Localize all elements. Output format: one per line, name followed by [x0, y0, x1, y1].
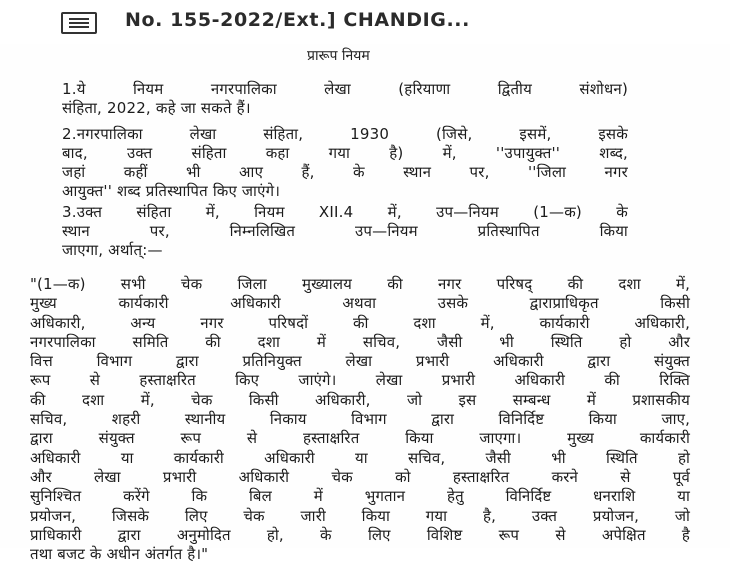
text-line: 2.नगरपालिका लेखा संहिता, 1930 (जिसे, इसमें, इसके: [62, 125, 628, 143]
text-line: तथा बजट के अधीन अंतर्गत है।": [30, 545, 209, 564]
document-page: [0, 44, 730, 564]
rule-paragraph-2: [62, 125, 628, 201]
document-heading: प्रारूप नियम: [307, 48, 370, 64]
text-line: अधिकारी या कार्यकारी अधिकारी या सचिव, जैसी भी स्थिति हो: [30, 448, 690, 467]
text-line: "(1—क) सभी चेक जिला मुख्यालय की नगर परिषद् की दशा में,: [30, 275, 690, 293]
text-line: नगरपालिका समिति की दशा में सचिव, जैसी भी स्थिति हो और: [30, 332, 690, 351]
text-line: संहिता, 2022, कहे जा सकते हैं।: [62, 99, 251, 117]
menu-line: [69, 26, 89, 28]
top-bar: [0, 0, 730, 44]
quoted-sub-rule: [30, 275, 690, 564]
text-line: की दशा में, चेक किसी अधिकारी, जो इस सम्बन्ध में प्रशासकीय: [30, 390, 690, 409]
text-line: 1.ये नियम नगरपालिका लेखा (हरियाणा द्वितीय संशोधन): [62, 80, 628, 98]
menu-line: [69, 22, 89, 24]
menu-line: [69, 18, 89, 20]
text-line: 3.उक्त संहिता में, नियम XII.4 में, उप—नियम (1—क) के: [62, 203, 628, 221]
rule-paragraph-3: [62, 203, 628, 260]
text-line: सचिव, शहरी स्थानीय निकाय विभाग द्वारा विनिर्दिष्ट किया जाए,: [30, 410, 690, 429]
text-line: प्रयोजन, जिसके लिए चेक जारी किया गया है, उक्त प्रयोजन, जो: [30, 506, 690, 525]
text-line: प्राधिकारी द्वारा अनुमोदित हो, के लिए विशिष्ट रूप से अपेक्षित है: [30, 525, 690, 544]
text-line: बाद, उक्त संहिता कहा गया है) में, ''उपायुक्त'' शब्द,: [62, 144, 628, 162]
text-line: स्थान पर, निम्नलिखित उप—नियम प्रतिस्थापित किया: [62, 222, 628, 240]
text-line: मुख्य कार्यकारी अधिकारी अथवा उसके द्वाराप्राधिकृत किसी: [30, 294, 690, 313]
text-line: अधिकारी, अन्य नगर परिषदों की दशा में, कार्यकारी अधिकारी,: [30, 313, 690, 332]
document-title: No. 155-2022/Ext.] CHANDIG...: [125, 9, 470, 31]
text-line: रूप से हस्ताक्षरित किए जाएंगे। लेखा प्रभारी अधिकारी की रिक्ति: [30, 371, 690, 390]
text-line: वित्त विभाग द्वारा प्रतिनियुक्त लेखा प्रभारी अधिकारी द्वारा संयुक्त: [30, 352, 690, 371]
menu-icon[interactable]: [61, 12, 97, 34]
text-line: आयुक्त'' शब्द प्रतिस्थापित किए जाएंगे।: [62, 182, 281, 200]
rule-paragraph-1: [62, 80, 628, 118]
text-line: और लेखा प्रभारी अधिकारी चेक को हस्ताक्षरित करने से पूर्व: [30, 467, 690, 486]
text-line: सुनिश्चित करेंगे कि बिल में भुगतान हेतु विनिर्दिष्ट धनराशि या: [30, 487, 690, 506]
text-line: जाएगा, अर्थात्:—: [62, 241, 163, 259]
text-line: जहां कहीं भी आए हैं, के स्थान पर, ''जिला नगर: [62, 163, 628, 181]
text-line: द्वारा संयुक्त रूप से हस्ताक्षरित किया जाएगा। मुख्य कार्यकारी: [30, 429, 690, 448]
